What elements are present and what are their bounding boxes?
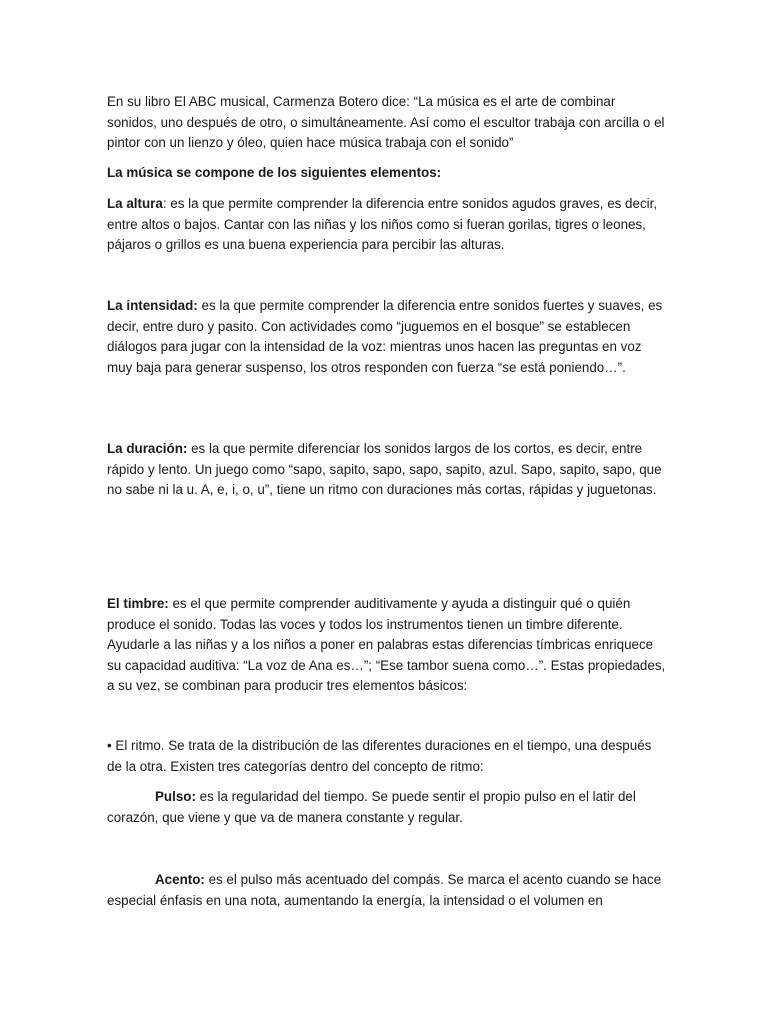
elements-heading: La música se compone de los siguientes elementos: — [107, 165, 442, 180]
timbre-paragraph — [107, 594, 667, 697]
altura-term: La altura — [107, 196, 163, 211]
pulso-paragraph — [107, 787, 667, 828]
duracion-text: es la que permite diferenciar los sonidos largos de los cortos, es decir, entre rápido y lento. Un juego como “sapo, sapito, sapo, sapo, sapito, azul. Sapo, sapito, sapo, que no sabe ni la u. A, e, i, o, u”, tiene un ritmo con duraciones más cortas, rápidas y juguetonas. — [107, 441, 662, 497]
intensidad-term: La intensidad: — [107, 298, 198, 313]
pulso-term: Pulso: — [155, 789, 196, 804]
intensidad-paragraph — [107, 296, 667, 378]
duracion-term: La duración: — [107, 441, 188, 456]
acento-text: es el pulso más acentuado del compás. Se marca el acento cuando se hace especial énfasis en una nota, aumentando la energía, la intensidad o el volumen en — [107, 872, 662, 908]
intensidad-text: es la que permite comprender la diferencia entre sonidos fuertes y suaves, es decir, entre duro y pasito. Con actividades como “juguemos en el bosque” se establecen diálogos para jugar con la intensidad de la voz: mientras unos hacen las preguntas en voz muy baja para generar suspenso, los otros responden con fuerza “se está poniendo…”. — [107, 298, 663, 375]
timbre-term: El timbre: — [107, 596, 169, 611]
duracion-paragraph — [107, 439, 667, 501]
ritmo-paragraph: • El ritmo. Se trata de la distribución de las diferentes duraciones en el tiempo, una después de la otra. Existen tres categorías dentro del concepto de ritmo: — [107, 738, 652, 774]
altura-paragraph — [107, 194, 667, 256]
altura-text: : es la que permite comprender la diferencia entre sonidos agudos graves, es decir, entre altos o bajos. Cantar con las niñas y los niños como si fueran gorilas, tigres o leones, pájaros o grillos es una buena experiencia para percibir las alturas. — [107, 196, 658, 252]
timbre-text: es el que permite comprender auditivamente y ayuda a distinguir qué o quién produce el sonido. Todas las voces y todos los instrumentos tienen un timbre diferente. Ayudarle a las niñas y a los niños a poner en palabras estas diferencias tímbricas enriquece su capacidad auditiva: “La voz de Ana es…”; “Ese tambor suena como…”. Estas propiedades, a su vez, se combinan para producir tres elementos básicos: — [107, 596, 666, 693]
intro-paragraph: En su libro El ABC musical, Carmenza Botero dice: “La música es el arte de combinar sonidos, uno después de otro, o simultáneamente. Así como el escultor trabaja con arcilla o el pintor con un lienzo y óleo, quien hace música trabaja con el sonido” — [107, 94, 665, 150]
acento-term: Acento: — [155, 872, 205, 887]
acento-paragraph — [107, 870, 667, 911]
pulso-text: es la regularidad del tiempo. Se puede sentir el propio pulso en el latir del corazón, que viene y que va de manera constante y regular. — [107, 789, 636, 825]
